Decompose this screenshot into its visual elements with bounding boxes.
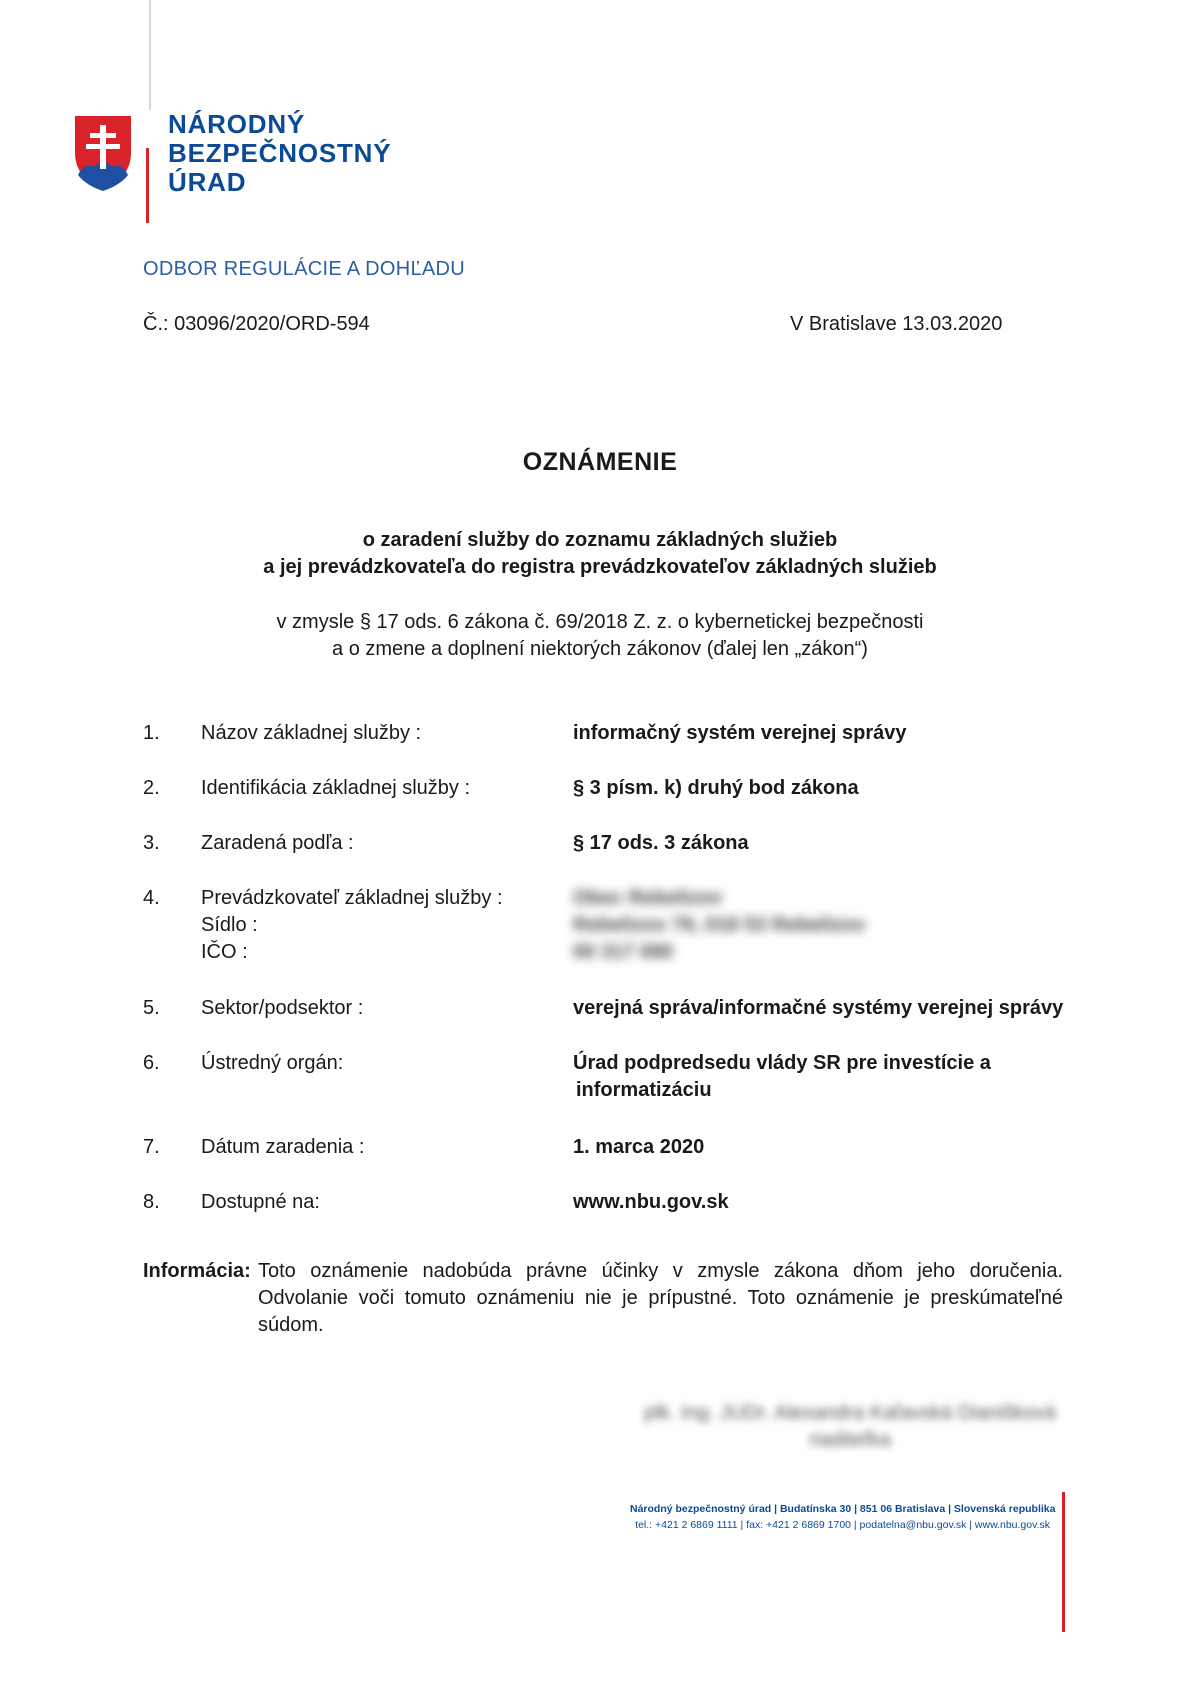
subtitle-line: a jej prevádzkovateľa do registra prevádzkovateľov základných služieb <box>263 556 937 578</box>
logo-wordmark <box>168 110 391 197</box>
signature-role-redacted: riaditeľka <box>809 1429 891 1451</box>
item-value: verejná správa/informačné systémy verejnej správy <box>573 997 1064 1019</box>
reference-number: Č.: 03096/2020/ORD-594 <box>143 313 370 335</box>
item-number: 2. <box>143 777 160 799</box>
subtitle-line: o zaradení služby do zoznamu základných služieb <box>362 529 838 551</box>
information-text: Toto oznámenie nadobúda právne účinky v zmysle zákona dňom jeho doručenia. Odvolanie voči tomuto oznámeniu nie je prípustné. Toto oznámenie je preskúmateľné súdom. <box>258 1260 1063 1336</box>
department-name: ODBOR REGULÁCIE A DOHĽADU <box>143 258 466 280</box>
item-row-8 <box>143 1189 1073 1216</box>
item-label: Sektor/podsektor : <box>201 997 364 1019</box>
item-value: § 3 písm. k) druhý bod zákona <box>573 777 859 799</box>
logo-line-2: BEZPEČNOSTNÝ <box>168 138 392 168</box>
information-label: Informácia: <box>143 1260 251 1282</box>
signature-name-redacted: plk. Ing. JUDr. Alexandra Kaľavská Dianišková <box>644 1402 1056 1424</box>
footer-divider-line <box>1062 1492 1065 1632</box>
item-number: 5. <box>143 997 160 1019</box>
item-label: Ústredný orgán: <box>201 1052 344 1074</box>
website-link[interactable]: www.nbu.gov.sk <box>573 1191 729 1213</box>
item-row-2 <box>143 775 1073 802</box>
item-row-4 <box>143 885 1073 966</box>
top-divider-line <box>149 0 151 110</box>
legal-basis-line: a o zmene a doplnení niektorých zákonov (ďalej len „zákon“) <box>332 638 868 660</box>
operator-name-redacted: Obec Rebelizov <box>573 887 722 909</box>
footer-address: Národný bezpečnostný úrad | Budatínska 30 | 851 06 Bratislava | Slovenská republika <box>630 1503 1056 1515</box>
logo-line-3: ÚRAD <box>168 167 247 197</box>
item-label: Identifikácia základnej služby : <box>201 777 471 799</box>
coat-of-arms-logo <box>72 113 134 198</box>
item-row-5 <box>143 995 1073 1022</box>
item-value-continued: informatizáciu <box>576 1079 712 1101</box>
legal-basis <box>0 609 1200 663</box>
item-row-3 <box>143 830 1073 857</box>
item-number: 3. <box>143 832 160 854</box>
operator-seat-redacted: Rebelizov 78, 018 53 Rebelizov <box>573 914 866 936</box>
item-row-7 <box>143 1134 1073 1161</box>
item-label: Dostupné na: <box>201 1191 320 1213</box>
item-value: Úrad podpredsedu vlády SR pre investície a <box>573 1052 991 1074</box>
logo-line-1: NÁRODNÝ <box>168 109 306 139</box>
item-label: Prevádzkovateľ základnej služby : <box>201 887 503 909</box>
document-subtitle <box>0 527 1200 581</box>
operator-id-redacted: 00 317 080 <box>573 941 674 963</box>
footer-contacts: tel.: +421 2 6869 1111 | fax: +421 2 6869 1700 | podatelna@nbu.gov.sk | www.nbu.gov.sk <box>635 1519 1050 1531</box>
item-number: 7. <box>143 1136 160 1158</box>
item-number: 1. <box>143 722 160 744</box>
place-and-date: V Bratislave 13.03.2020 <box>790 313 1003 335</box>
document-title: OZNÁMENIE <box>522 448 678 476</box>
item-number: 8. <box>143 1191 160 1213</box>
logo-divider-line <box>146 148 149 223</box>
item-label: Zaradená podľa : <box>201 832 354 854</box>
item-row-1 <box>143 720 1073 747</box>
legal-basis-line: v zmysle § 17 ods. 6 zákona č. 69/2018 Z. z. o kybernetickej bezpečnosti <box>276 611 924 633</box>
item-row-6 <box>143 1050 1073 1104</box>
item-label: Dátum zaradenia : <box>201 1136 365 1158</box>
item-value: 1. marca 2020 <box>573 1136 705 1158</box>
item-number: 6. <box>143 1052 160 1074</box>
item-label-id: IČO : <box>201 941 248 963</box>
item-label: Názov základnej služby : <box>201 722 422 744</box>
item-value: informačný systém verejnej správy <box>573 722 907 744</box>
item-value: § 17 ods. 3 zákona <box>573 832 749 854</box>
item-number: 4. <box>143 887 160 909</box>
item-label-seat: Sídlo : <box>201 914 258 936</box>
